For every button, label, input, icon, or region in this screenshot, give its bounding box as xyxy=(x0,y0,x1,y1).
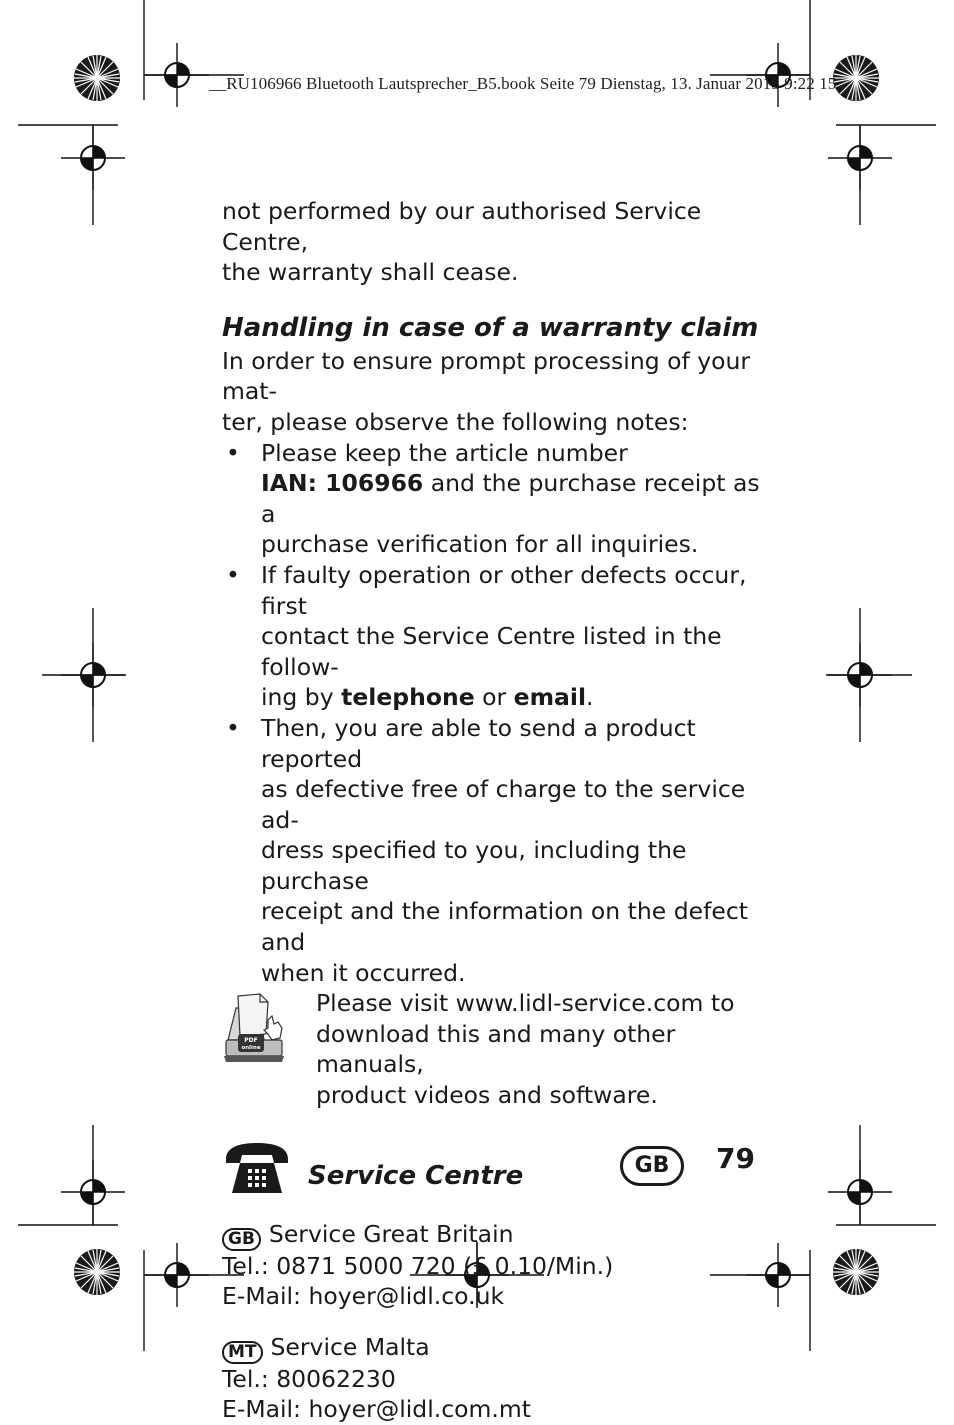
gb-badge: GB xyxy=(222,1228,261,1251)
online-manuals-note xyxy=(222,988,762,1110)
bullet3-line-3: dress specified to you, including the purchase xyxy=(261,836,687,895)
intro-line-1: not performed by our authorised Service Centre, xyxy=(222,197,702,256)
online-line-3: product videos and software. xyxy=(316,1081,658,1110)
service-gb-block xyxy=(222,1219,762,1312)
warranty-intro xyxy=(222,346,762,438)
service-mt-email: E-Mail: hoyer@lidl.com.mt xyxy=(222,1395,531,1424)
bullet1-line-1: Please keep the article number xyxy=(261,438,628,467)
warranty-intro-line-1: In order to ensure prompt processing of your mat- xyxy=(222,346,751,406)
bullet1-line-2: and the purchase receipt as a xyxy=(261,469,760,528)
list-item xyxy=(222,438,762,560)
service-mt-name: Service Malta xyxy=(270,1332,430,1361)
service-mt-tel: Tel.: 80062230 xyxy=(222,1364,396,1393)
bullet3-line-1: Then, you are able to send a product reported xyxy=(261,713,696,773)
footer-country-badge: GB xyxy=(620,1146,684,1186)
intro-paragraph xyxy=(222,196,762,288)
email-keyword: email xyxy=(513,683,587,712)
list-item xyxy=(222,560,762,713)
ian-number: IAN: 106966 xyxy=(261,469,424,498)
mt-badge: MT xyxy=(222,1341,263,1364)
list-item xyxy=(222,713,762,988)
service-gb-name: Service Great Britain xyxy=(268,1219,514,1248)
bullet2-line-3a: ing by xyxy=(261,683,342,712)
warranty-intro-line-2: ter, please observe the following notes: xyxy=(222,407,689,436)
bullet3-line-4: receipt and the information on the defect and xyxy=(261,897,748,957)
service-gb-email: E-Mail: hoyer@lidl.co.uk xyxy=(222,1282,505,1311)
bullet1-line-3: purchase verification for all inquiries. xyxy=(261,530,699,559)
bullet3-line-2: as defective free of charge to the service ad- xyxy=(261,775,746,834)
online-line-2: download this and many other manuals, xyxy=(316,1019,676,1079)
or-word: or xyxy=(474,683,514,712)
bullet2-line-1: If faulty operation or other defects occur, first xyxy=(261,560,747,620)
online-line-1: Please visit www.lidl-service.com to xyxy=(316,989,735,1018)
pdf-label: PDF xyxy=(244,1037,258,1045)
bullet2-line-2: contact the Service Centre listed in the follow- xyxy=(261,622,722,681)
bullet3-line-5: when it occurred. xyxy=(261,958,466,987)
warranty-notes-list xyxy=(222,438,762,989)
print-header: __RU106966 Bluetooth Lautsprecher_B5.book Seite 79 Dienstag, 13. Januar 2015 9:22 15 xyxy=(209,74,837,93)
service-gb-tel: Tel.: 0871 5000 720 (£ 0.10/Min.) xyxy=(222,1251,614,1280)
service-mt-block xyxy=(222,1332,762,1425)
intro-line-2: the warranty shall cease. xyxy=(222,258,519,287)
telephone-icon xyxy=(222,1141,292,1197)
telephone-keyword: telephone xyxy=(341,683,475,712)
warranty-heading: Handling in case of a warranty claim xyxy=(222,312,759,343)
page-content xyxy=(222,196,762,1425)
page-number: 79 xyxy=(716,1142,755,1175)
pdf-online-icon xyxy=(224,990,290,1064)
service-centre-title: Service Centre xyxy=(308,1160,524,1191)
online-label: online xyxy=(241,1045,261,1052)
period: . xyxy=(586,683,594,712)
